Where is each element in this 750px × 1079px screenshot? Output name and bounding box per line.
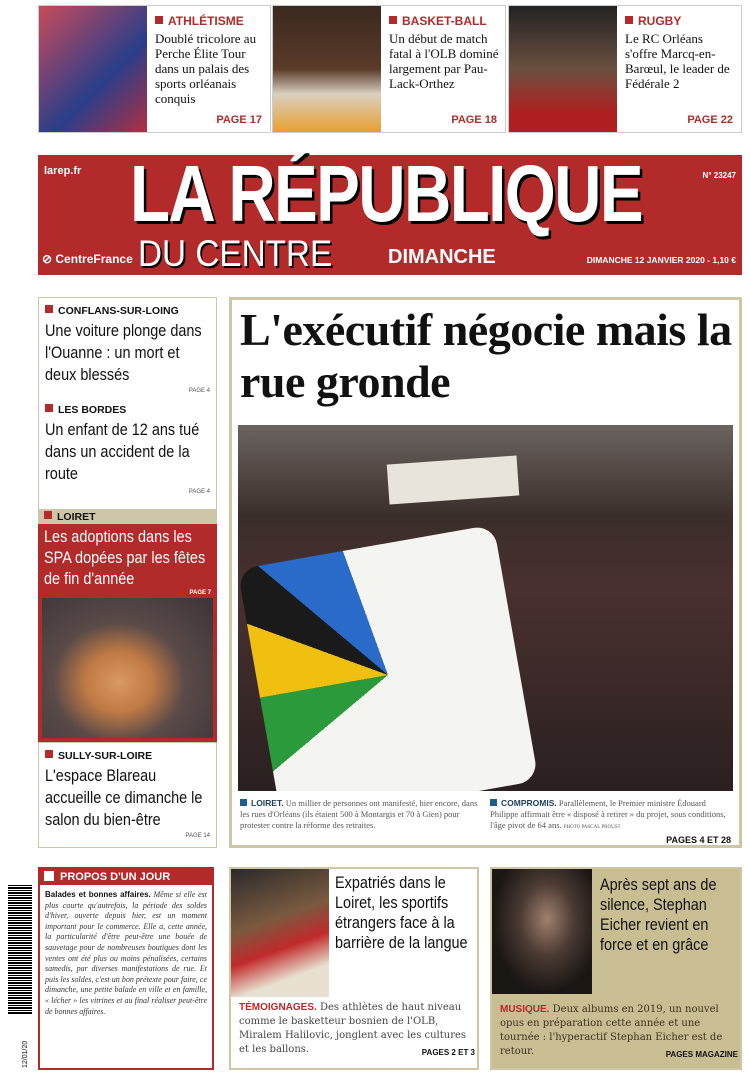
teaser-text: Doublé tricolore au Perche Élite Tour dans un palais des sports orléanais conquis [155,31,257,106]
music-pages: PAGES MAGAZINE [665,1050,738,1059]
edition-label: DIMANCHE [388,246,496,268]
issue-number: N° 23247 [702,171,736,180]
site-url[interactable]: larep.fr [44,165,82,177]
teaser-category: ATHLÉTISME [168,14,244,28]
story-sully[interactable]: SULLY-SUR-LOIRE L'espace Blareau accueille ce dimanche le salon du bien-être PAGE 14 [38,742,217,848]
teaser-rugby[interactable] [508,5,742,133]
teaser-page: PAGE 22 [687,114,733,126]
athlete-photo [39,6,147,132]
teaser-text: Un début de match fatal à l'OLB dominé largement par Pau-Lack-Orthez [389,31,499,91]
story-expatries[interactable]: Expatriés dans le Loiret, les sportifs étrangers face à la barrière de la langue TÉMOIGNAGES. Des athlètes de haut niveau comme le basketteur bosnien de l'OLB, Miralem Halilovic, jonglent avec les cultures et les ballons. PAGES 2 ET 3 [229,867,479,1070]
music-text: Deux albums en 2019, un nouvel opus en préparation cette année et une tournée : l'hyperactif Stephan Eicher est de retour. [500,1004,723,1057]
story-page: PAGE 14 [185,833,210,839]
teaser-category: BASKET-BALL [402,14,487,28]
rugby-photo [509,6,617,132]
basketball-photo [273,6,381,132]
date-price: DIMANCHE 12 JANVIER 2020 - 1,10 € [586,255,736,265]
caption-compromis: Parallèlement, le Premier ministre Édouard Philippe affirmait être « disposé à retirer » du projet, sous conditions, l'âge pivot de 64 ans. [490,798,726,830]
protest-photo [238,425,733,791]
newspaper-title: LA RÉPUBLIQUE [130,149,643,238]
story-page: PAGE 4 [188,388,210,394]
caption-loiret: Un millier de personnes ont manifesté, hier encore, dans les rues d'Orléans (ils étaient 500 à Montargis et 70 à Gien) pour protester contre la réforme des retraites. [240,798,478,830]
masthead [38,149,742,275]
sport-text: Des athlètes de haut niveau comme le basketteur bosnien de l'OLB, Miralem Halilovic, jonglent avec les cultures et les ballons. [239,1002,467,1055]
propos-du-jour[interactable]: PROPOS D'UN JOUR Balades et bonnes affaires. Même si elle est plus courte qu'autrefois, la période des soldes d'hiver, ouverte depuis hier, est un moment important pour le commerce. Elle a, cette année, la particularité d'être peut-être une bouée de sauvetage pour de nombreuses boutiques dont les ventes ont été plus ou moins pénalisées, certains samedis, par diverses manifestations de rue. Et puis les soldes, c'est un bon prétexte pour faire, ce dimanche, une petite balade en ville et en famille, « lécher » les vitrines et au final réaliser peut-être de bonnes affaires. [38,867,214,1070]
left-stories [38,297,217,510]
story-headline: Les adoptions dans les SPA dopées par les fêtes de fin d'année [44,527,206,588]
story-eicher[interactable]: Après sept ans de silence, Stephan Eicher revient en force et en grâce MUSIQUE. Deux albums en 2019, un nouvel opus en préparation cette année et une tournée : l'hyperactif Stephan Eicher est de retour. PAGES MAGAZINE [490,867,742,1070]
story-page: PAGE 4 [188,489,210,495]
teaser-text: Le RC Orléans s'offre Marcq-en-Barœul, le leader de Fédérale 2 [625,31,730,91]
teaser-page: PAGE 18 [451,114,497,126]
basketball-players-photo [231,869,329,997]
story-conflans[interactable]: CONFLANS-SUR-LOING Une voiture plonge dans l'Ouanne : un mort et deux blessés PAGE 4 [45,305,210,394]
story-les-bordes[interactable]: LES BORDES Un enfant de 12 ans tué dans un accident de la route PAGE 4 [45,404,210,495]
teaser-athletisme[interactable] [38,5,271,133]
music-headline: Après sept ans de silence, Stephan Eicher revient en force et en grâce [600,875,717,954]
teaser-basket[interactable] [272,5,506,133]
main-headline: L'exécutif négocie mais la rue gronde [240,304,732,407]
eicher-photo [492,869,592,994]
flag [238,524,539,791]
story-headline: Un enfant de 12 ans tué dans un accident de la route [45,420,200,483]
story-loiret-spa[interactable]: LOIRET Les adoptions dans les SPA dopées par les fêtes de fin d'année PAGE 7 [38,510,217,742]
propos-body: Même si elle est plus courte qu'autrefois, la période des soldes d'hiver, ouverte depuis hier, est un moment important pour le commerce. Elle a, cette année, la particularité d'être peut-être une bouée de sauvetage pour de nombreuses boutiques dont les ventes ont été plus ou moins pénalisées, certains samedis, par diverses manifestations de rue. Et puis les soldes, c'est un bon prétexte pour faire, ce dimanche, une petite balade en ville et en famille, « lécher » les vitrines et au final réaliser peut-être de bonnes affaires. [45,890,208,1016]
banner [387,456,519,505]
main-story[interactable]: L'exécutif négocie mais la rue gronde LOIRET. Un millier de personnes ont manifesté, hier encore, dans les rues d'Orléans (ils étaient 500 à Montargis et 70 à Gien) pour protester contre la réforme des retraites. COMPROMIS. Parallèlement, le Premier ministre Édouard Philippe affirmait être « disposé à retirer » du projet, sous conditions, l'âge pivot de 64 ans. PHOTO PASCAL PROUST PAGES 4 ET 28 [229,297,742,848]
story-headline: Une voiture plonge dans l'Ouanne : un mort et deux blessés [45,321,202,384]
propos-title: PROPOS D'UN JOUR [60,871,171,883]
story-page: PAGE 7 [189,590,211,596]
story-headline: L'espace Blareau accueille ce dimanche le salon du bien-être [45,766,203,829]
teaser-category: RUGBY [638,14,682,28]
teaser-page: PAGE 17 [216,114,262,126]
barcode-date: 12/01/20 [22,1040,29,1068]
centrefrance-logo: ⊘ CentreFrance [42,252,133,266]
barcode [8,885,32,1015]
sport-headline: Expatriés dans le Loiret, les sportifs étrangers face à la barrière de la langue [335,873,468,952]
cat-photo [42,598,213,738]
newspaper-subtitle: DU CENTRE [138,233,333,274]
sport-pages: PAGES 2 ET 3 [421,1048,475,1057]
photo-credit: PHOTO PASCAL PROUST [563,825,621,830]
main-pages: PAGES 4 ET 28 [666,835,731,845]
